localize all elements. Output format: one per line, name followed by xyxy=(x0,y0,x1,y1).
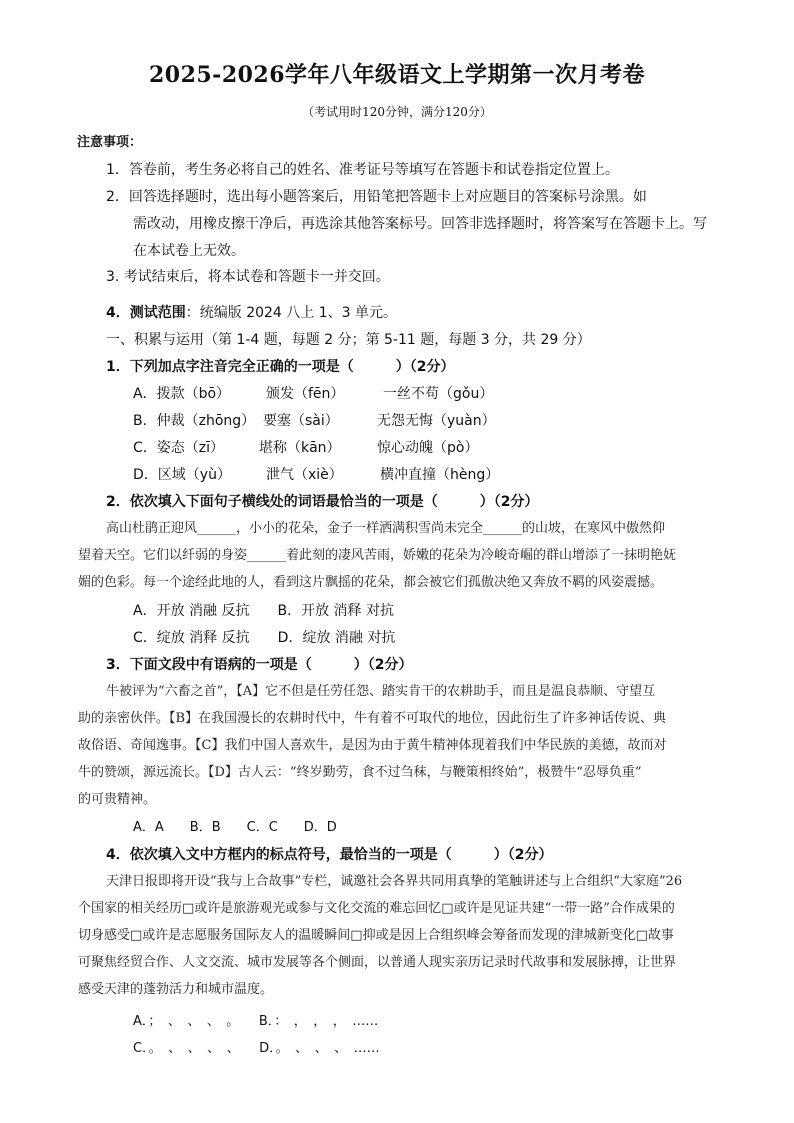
q1-option-a-3: 一丝不苟（gǒu） xyxy=(383,386,494,402)
notice-item-3: 3. 考试结束后，将本试卷和答题卡一并交回。 xyxy=(106,269,390,285)
q1-option-b-1: B．仲裁（zhōng） xyxy=(133,413,256,429)
q3-passage-line-5: 的可贵精神。 xyxy=(78,792,157,807)
question-1-stem: 1．下列加点字注音完全正确的一项是（ ）（2分） xyxy=(106,359,455,375)
q2-passage-line-1: 高山杜鹃正迎风______，小小的花朵，金子一样洒满积雪尚未完全______的山坡，在寒风中傲然仰 xyxy=(106,521,666,536)
q4-options-row-2: C．。 、 、 、 、 D．。 、 、 、 …… xyxy=(133,1041,380,1056)
question-2-stem: 2．依次填入下面句子横线处的词语最恰当的一项是（ ）（2分） xyxy=(106,494,539,510)
q3-passage-line-4: 牛的赞颂，源远流长。【D】古人云：“终岁勤劳，食不过刍秣，与鞭策相终始”，极赞牛“忍辱负重” xyxy=(78,765,642,780)
q2-options-row-2: C．绽放 消释 反抗 D．绽放 消融 对抗 xyxy=(133,630,396,646)
q1-option-b-2: 要塞（sài） xyxy=(263,413,339,429)
page-title: 2025-2026学年八年级语文上学期第一次月考卷 xyxy=(148,62,646,88)
q1-option-d-1: D．区域（yù） xyxy=(133,467,231,483)
exam-duration-note: （考试用时120分钟，满分120分） xyxy=(302,105,492,119)
notice-item-1: 1．答卷前，考生务必将自己的姓名、准考证号等填写在答题卡和试卷指定位置上。 xyxy=(106,162,619,178)
q4-passage-line-4: 可聚焦经贸合作、人文交流、城市发展等各个侧面，以普通人现实亲历记录时代故事和发展脉搏，让世界 xyxy=(78,955,677,970)
q1-option-d-3: 横冲直撞（hèng） xyxy=(380,467,500,483)
q1-option-c-3: 惊心动魄（pò） xyxy=(377,440,479,456)
notice-item-4 xyxy=(106,304,397,322)
test-scope-text: ：统编版 2024 八上 1、3 单元。 xyxy=(185,305,397,321)
question-4-stem: 4．依次填入文中方框内的标点符号，最恰当的一项是（ ）（2分） xyxy=(106,847,553,863)
q1-option-a-2: 颁发（fēn） xyxy=(266,386,345,402)
notice-heading: 注意事项： xyxy=(77,135,143,150)
test-scope-label: 4．测试范围 xyxy=(106,305,186,321)
q2-passage-line-3: 媚的色彩。每一个途经此地的人，看到这片飘摇的花朵，都会被它们孤傲决绝又奔放不羁的风姿震撼。 xyxy=(78,575,664,590)
q1-option-b-3: 无怨无悔（yuàn） xyxy=(377,413,496,429)
q3-passage-line-2: 助的亲密伙伴。【B】在我国漫长的农耕时代中，牛有着不可取代的地位，因此衍生了许多神话传说、典 xyxy=(78,711,667,726)
q3-options: A．A B．B C．C D．D xyxy=(133,820,337,835)
q4-passage-line-5: 感受天津的蓬勃活力和城市温度。 xyxy=(78,982,274,997)
q1-option-c-2: 堪称（kān） xyxy=(259,440,341,456)
notice-item-2: 2．回答选择题时，选出每小题答案后，用铅笔把答题卡上对应题目的答案标号涂黑。如 xyxy=(106,189,647,205)
q1-option-a-1: A．拨款（bō） xyxy=(133,386,231,402)
q4-options-row-1: A．； 、 、 、 。 B．： ， ， ， …… xyxy=(133,1014,379,1029)
q1-option-c-1: C．姿态（zī） xyxy=(133,440,225,456)
q1-option-d-2: 泄气（xiè） xyxy=(266,467,343,483)
q4-passage-line-3: 切身感受□或许是志愿服务国际友人的温暖瞬间□抑或是因上合组织峰会筹备而发现的津城新变化□故事 xyxy=(78,928,674,943)
notice-item-2-cont2: 在本试卷上无效。 xyxy=(133,243,245,259)
q2-options-row-1: A．开放 消融 反抗 B．开放 消释 对抗 xyxy=(133,603,394,619)
q2-passage-line-2: 望着天空。它们以纤弱的身姿______着此刻的凄风苦雨，娇嫩的花朵为冷峻奇崛的群山增添了一抹明艳妩 xyxy=(78,548,677,563)
q4-passage-line-2: 个国家的相关经历□或许是旅游观光或参与文化交流的难忘回忆□或许是见证共建“一带一路”合作成果的 xyxy=(78,901,675,916)
notice-item-2-cont: 需改动，用橡皮擦干净后，再选涂其他答案标号。回答非选择题时，将答案写在答题卡上。写 xyxy=(133,216,707,232)
section-1-heading: 一、积累与运用（第 1-4 题，每题 2 分；第 5-11 题，每题 3 分，共 29 分） xyxy=(106,332,591,348)
q3-passage-line-3: 故俗语、奇闻逸事。【C】我们中国人喜欢牛，是因为由于黄牛精神体现着我们中华民族的美德，故而对 xyxy=(78,738,667,753)
q4-passage-line-1: 天津日报即将开设“我与上合故事”专栏，诚邀社会各界共同用真挚的笔触讲述与上合组织“大家庭”26 xyxy=(106,874,683,889)
question-3-stem: 3．下面文段中有语病的一项是（ ）（2分） xyxy=(106,657,413,673)
q3-passage-line-1: 牛被评为“六畜之首”，【A】它不但是任劳任怨、踏实肯干的农耕助手，而且是温良恭顺、守望互 xyxy=(106,684,656,699)
